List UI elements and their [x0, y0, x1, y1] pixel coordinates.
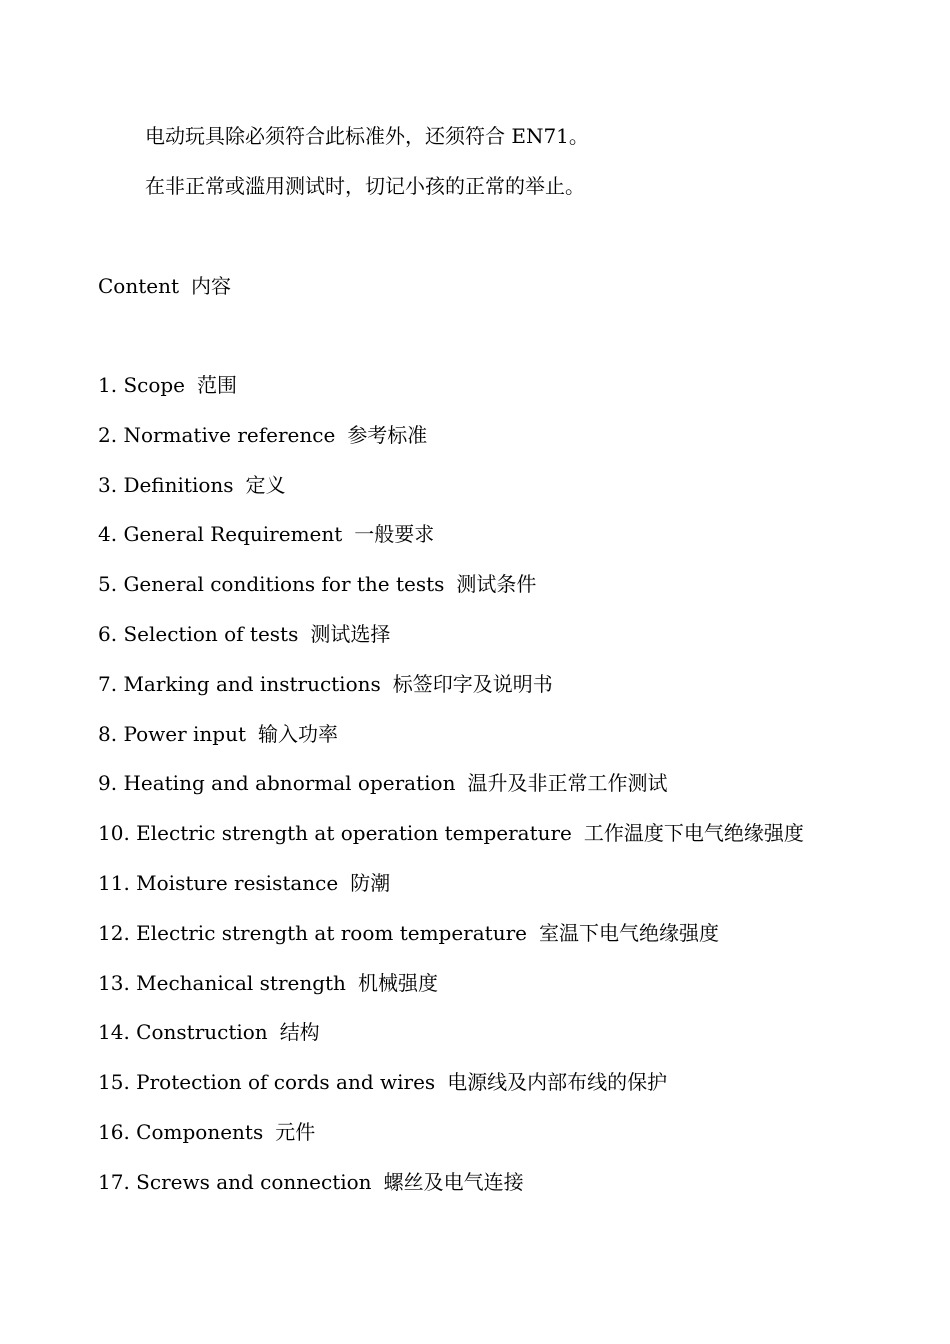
- toc-item-8-zh: 输入功率: [258, 721, 338, 746]
- toc-item-11-zh: 防潮: [350, 870, 391, 895]
- toc-item-10-en: 10. Electric strength at operation temperature: [98, 821, 572, 846]
- content-heading-zh: 内容: [191, 274, 232, 298]
- toc-item-12-en: 12. Electric strength at room temperature: [98, 920, 527, 945]
- intro-line-1: 电动玩具除必须符合此标准外，还须符合 EN71。: [145, 124, 589, 148]
- toc-item-16: [98, 1119, 804, 1169]
- toc-item-6-en: 6. Selection of tests: [98, 621, 299, 646]
- toc-item-8: [98, 721, 804, 771]
- content-heading-en: Content: [98, 274, 180, 298]
- intro-line-2: 在非正常或滥用测试时，切记小孩的正常的举止。: [145, 174, 585, 198]
- toc-item-7: [98, 671, 804, 721]
- toc-item-4-zh: 一般要求: [354, 522, 435, 547]
- toc-item-3-zh: 定义: [245, 472, 286, 497]
- toc-item-5-en: 5. General conditions for the tests: [98, 572, 445, 597]
- toc-item-2-zh: 参考标准: [347, 422, 428, 447]
- toc-item-10: [98, 820, 804, 870]
- toc-item-4-en: 4. General Requirement: [98, 522, 343, 547]
- toc-item-1-en: 1. Scope: [98, 373, 186, 397]
- toc-item-8-en: 8. Power input: [98, 721, 246, 746]
- content-heading: [98, 273, 231, 299]
- toc-item-15-zh: 电源线及内部布线的保护: [447, 1070, 668, 1095]
- toc-item-5: [98, 571, 804, 621]
- toc-item-16-zh: 元件: [275, 1119, 316, 1144]
- toc-item-14-zh: 结构: [279, 1020, 320, 1045]
- toc-item-11: [98, 870, 804, 920]
- toc-item-7-en: 7. Marking and instructions: [98, 671, 381, 696]
- toc-item-17-zh: 螺丝及电气连接: [383, 1169, 524, 1194]
- toc-item-12: [98, 920, 804, 970]
- toc-item-2-en: 2. Normative reference: [98, 422, 336, 447]
- toc-item-9-zh: 温升及非正常工作测试: [467, 771, 668, 796]
- toc-item-6-zh: 测试选择: [310, 621, 391, 646]
- toc-item-2: [98, 422, 804, 472]
- toc-item-10-zh: 工作温度下电气绝缘强度: [583, 821, 804, 846]
- toc-item-12-zh: 室温下电气绝缘强度: [538, 920, 719, 945]
- toc-item-11-en: 11. Moisture resistance: [98, 870, 339, 895]
- toc-item-1: [98, 372, 804, 422]
- toc-item-5-zh: 测试条件: [456, 572, 537, 597]
- toc-item-13-en: 13. Mechanical strength: [98, 970, 346, 995]
- toc-item-15: [98, 1069, 804, 1119]
- toc-item-9: [98, 770, 804, 820]
- table-of-contents: [98, 372, 804, 1219]
- toc-item-16-en: 16. Components: [98, 1119, 264, 1144]
- toc-item-4: [98, 521, 804, 571]
- toc-item-14: [98, 1019, 804, 1069]
- toc-item-14-en: 14. Construction: [98, 1020, 268, 1045]
- toc-item-9-en: 9. Heating and abnormal operation: [98, 771, 456, 796]
- toc-item-17: [98, 1169, 804, 1219]
- toc-item-13-zh: 机械强度: [357, 970, 438, 995]
- toc-item-1-zh: 范围: [197, 373, 238, 397]
- toc-item-13: [98, 970, 804, 1020]
- toc-item-3: [98, 472, 804, 522]
- toc-item-7-zh: 标签印字及说明书: [392, 671, 553, 696]
- toc-item-3-en: 3. Definitions: [98, 472, 234, 497]
- toc-item-17-en: 17. Screws and connection: [98, 1169, 372, 1194]
- toc-item-6: [98, 621, 804, 671]
- toc-item-15-en: 15. Protection of cords and wires: [98, 1070, 436, 1095]
